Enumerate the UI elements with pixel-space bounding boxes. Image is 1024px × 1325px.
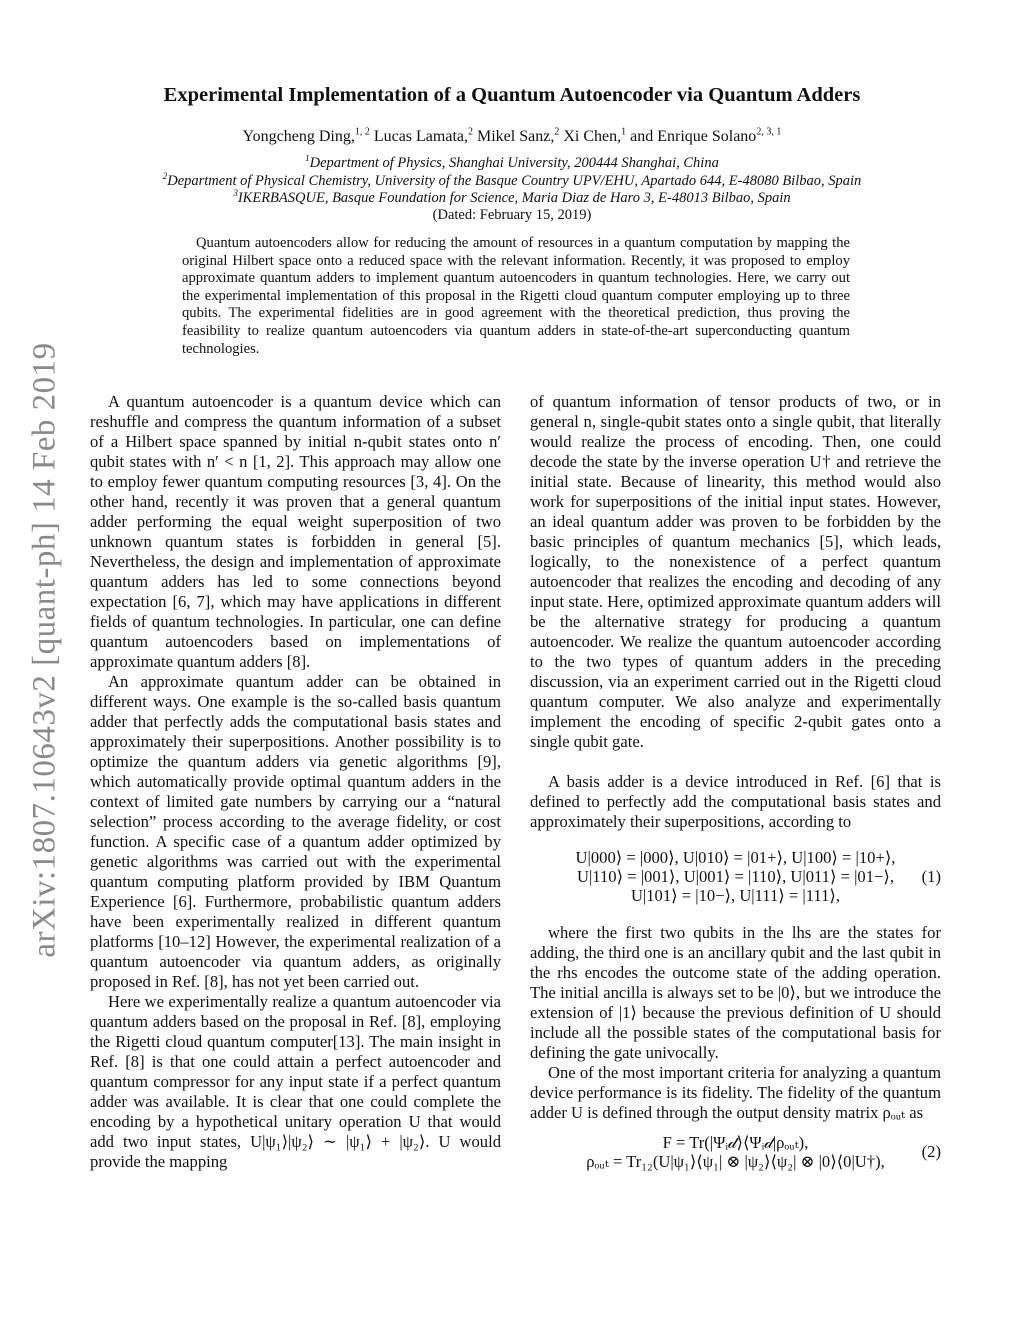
author-list <box>0 127 1024 146</box>
equation-1 <box>530 848 941 905</box>
equation-line: U|101⟩ = |10−⟩, U|111⟩ = |111⟩, <box>630 886 841 905</box>
author: Yongcheng Ding,$^{1, 2}$ <box>242 127 370 146</box>
equation-number: (1) <box>921 867 941 886</box>
arxiv-identifier-stamp: arXiv:1807.10643v2 [quant-ph] 14 Feb 2019 <box>26 342 63 958</box>
affiliation-mark: 1 <box>621 127 627 138</box>
body-paragraph: Here we experimentally realize a quantum autoencoder via quantum adders based on the proposal in Ref. [8], employing the Rigetti cloud quantum computer[13]. The main insight in Ref. [8] is that one could attain a perfect autoencoder and quantum compressor for any input state if a perfect quantum adder was available. It is clear that one could complete the encoding by a hypothetical unitary operation U that would add two input states, U|ψ₁⟩|ψ₂⟩ ∼ |ψ₁⟩ + |ψ₂⟩. U would provide the mapping <box>90 992 501 1171</box>
affiliation-mark: 1, 2 <box>354 127 370 138</box>
affiliation-text: Department of Physical Chemistry, University of the Basque Country UPV/EHU, Apartado 644, E-48080 Bilbao, Spain <box>167 172 862 189</box>
affiliation <box>0 188 1024 207</box>
affiliation-mark: 2 <box>162 171 168 181</box>
author: Lucas Lamata,$^2$ <box>373 127 473 146</box>
equation-line: F = Tr(|Ψᵢ𝒹⟩⟨Ψᵢ𝒹|ρₒᵤₜ), <box>662 1133 809 1152</box>
affiliation <box>0 153 1024 172</box>
body-paragraph: where the first two qubits in the lhs are the states for adding, the third one is an ancillary qubit and the last qubit in the rhs encodes the outcome state of the adding operation. The initial ancilla is always set to be |0⟩, but we introduce the extension of |1⟩ because the previous definition of U should include all the possible states of the computational basis for defining the gate univocally. <box>530 923 941 1062</box>
author: and Enrique Solano$^{2, 3, 1}$ <box>630 127 782 146</box>
affiliation-mark: 2, 3, 1 <box>756 127 782 138</box>
body-paragraph: of quantum information of tensor products of two, or in general n, single-qubit states onto a single qubit, that literally would realize the process of encoding. Then, one could decode the state by the inverse operation U† and retrieve the initial state. Because of linearity, this method would also work for superpositions of the initial input states. However, an ideal quantum adder was proven to be forbidden by the basic principles of quantum mechanics [5], which leads, logically, to the nonexistence of a perfect quantum autoencoder that realizes the encoding and decoding of any input state. Here, optimized approximate quantum adders will be the alternative strategy for producing a quantum autoencoder. We realize the quantum autoencoder according to the two types of quantum adders in the preceding discussion, via an experiment carried out in the Rigetti cloud quantum computer. We also analyze and experimentally implement the encoding of specific 2-qubit gates onto a single qubit gate. <box>530 392 941 751</box>
affiliation-text: IKERBASQUE, Basque Foundation for Science, Maria Diaz de Haro 3, E-48013 Bilbao, Spain <box>237 189 791 206</box>
affiliation <box>0 171 1024 190</box>
right-column <box>530 392 941 1171</box>
body-paragraph: One of the most important criteria for analyzing a quantum device performance is its fidelity. The fidelity of the quantum adder U is defined through the output density matrix ρₒᵤₜ as <box>530 1063 941 1122</box>
equation-line: U|000⟩ = |000⟩, U|010⟩ = |01+⟩, U|100⟩ = |10+⟩, <box>575 848 896 867</box>
left-column <box>90 392 501 1172</box>
affiliation-mark: 3 <box>233 188 238 198</box>
body-paragraph: A quantum autoencoder is a quantum device which can reshuffle and compress the quantum information of a subset of a Hilbert space spanned by initial n-qubit states onto n′ qubit states with n′ < n [1, 2]. This approach may allow one to employ fewer quantum computing resources [3, 4]. On the other hand, recently it was proven that a general quantum adder performing the equal weight superposition of two unknown quantum states is forbidden in general [5]. Nevertheless, the design and implementation of approximate quantum adders has led to some connections beyond expectation [6, 7], which may have applications in different fields of quantum technologies. In particular, one can define quantum autoencoders based on implementations of approximate quantum adders [8]. <box>90 392 501 671</box>
affiliation-mark: 2 <box>554 127 560 138</box>
affiliation-mark: 2 <box>468 127 473 138</box>
abstract: Quantum autoencoders allow for reducing the amount of resources in a quantum computation by mapping the original Hilbert space onto a reduced space with the relevant information. Recently, it was proposed to employ approximate quantum adders to implement quantum autoencoders in quantum technologies. Here, we carry out the experimental implementation of this proposal in the Rigetti cloud quantum computer employing up to three qubits. The experimental fidelities are in good agreement with the theoretical prediction, thus proving the feasibility to realize quantum autoencoders via quantum adders in state-of-the-art superconducting quantum technologies. <box>182 235 850 357</box>
paper-title: Experimental Implementation of a Quantum Autoencoder via Quantum Adders <box>163 84 861 106</box>
equation-line: ρₒᵤₜ = Tr₁₂(U|ψ₁⟩⟨ψ₁| ⊗ |ψ₂⟩⟨ψ₂| ⊗ |0⟩⟨0|U†), <box>586 1152 885 1171</box>
body-paragraph: An approximate quantum adder can be obtained in different ways. One example is the so-called basis quantum adder that perfectly adds the computational basis states and approximately their superpositions. Another possibility is to optimize the quantum adders via genetic algorithms [9], which automatically provide optimal quantum adders in the context of limited gate numbers by carrying our a “natural selection” process according to the average fidelity, or cost function. A specific case of a quantum adder optimized by genetic algorithms was carried out with the experimental quantum computing platform provided by IBM Quantum Experience [6]. Furthermore, probabilistic quantum adders have been experimentally realized in different quantum platforms [10–12] However, the experimental realization of a quantum autoencoder via quantum adders, as originally proposed in Ref. [8], has not yet been carried out. <box>90 672 501 991</box>
equation-number: (2) <box>921 1142 941 1161</box>
author: Mikel Sanz,$^2$ <box>477 127 560 146</box>
body-paragraph: A basis adder is a device introduced in Ref. [6] that is defined to perfectly add the computational basis states and approximately their superpositions, according to <box>530 772 941 831</box>
affiliation-text: Department of Physics, Shanghai University, 200444 Shanghai, China <box>309 154 719 171</box>
author: Xi Chen,$^1$ <box>563 127 627 146</box>
equation-line: U|110⟩ = |001⟩, U|001⟩ = |110⟩, U|011⟩ = |01−⟩, <box>577 867 894 886</box>
equation-2 <box>530 1133 941 1171</box>
affiliation-mark: 1 <box>305 153 310 163</box>
date-line: (Dated: February 15, 2019) <box>432 207 592 223</box>
